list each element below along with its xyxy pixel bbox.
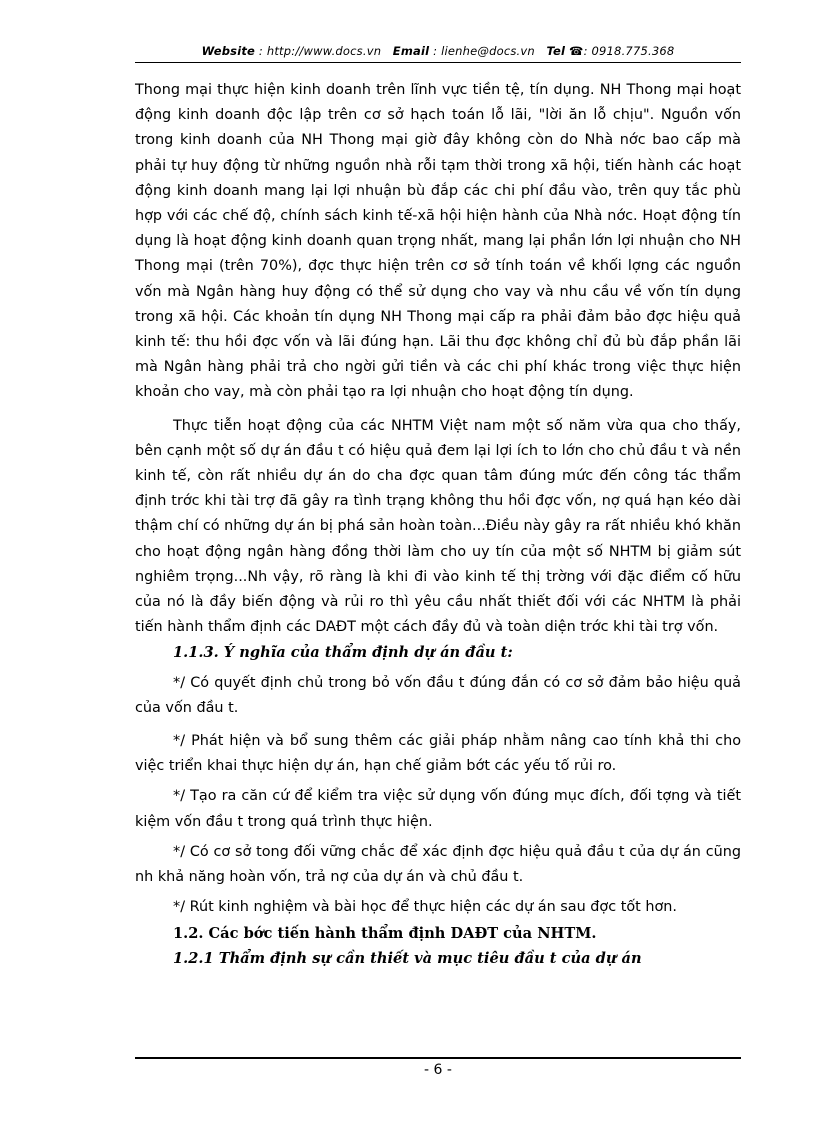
- bullet-1: */ Có quyết định chủ trong bỏ vốn đầu t đúng đắn có cơ sở đảm bảo hiệu quả của vốn đầu t.: [135, 674, 741, 716]
- section-heading-1-1-3: 1.1.3. Ý nghĩa của thẩm định dự án đầu t:: [173, 644, 513, 662]
- bullet-4: */ Có cơ sở tong đối vững chắc để xác định đợc hiệu quả đầu t của dự án cũng nh khả năng hoàn vốn, trả nợ của dự án và chủ đầu t.: [135, 843, 741, 886]
- website-label: Website: [201, 44, 256, 58]
- bullet-5: */ Rút kinh nghiệm và bài học để thực hiện các dự án sau đợc tốt hơn.: [173, 899, 678, 916]
- tel-label: Tel: [546, 44, 566, 58]
- email-value: : lienhe@docs.vn: [433, 44, 535, 58]
- page-number: - 6 -: [424, 1062, 452, 1078]
- section-heading-1-2-1: 1.2.1 Thẩm định sự cần thiết và mục tiêu đầu t của dự án: [173, 949, 642, 967]
- header-divider: [135, 62, 741, 63]
- bullet-3: */ Tạo ra căn cứ để kiểm tra việc sử dụng vốn đúng mục đích, đối tợng và tiết kiệm vốn đầu t trong quá trình thực hiện.: [135, 788, 741, 830]
- page-header: [135, 44, 741, 58]
- section-heading-1-2: 1.2. Các bớc tiến hành thẩm định DAĐT của NHTM.: [173, 924, 597, 942]
- website-value: : http://www.docs.vn: [258, 44, 382, 58]
- paragraph-1: Thong mại thực hiện kinh doanh trên lĩnh vực tiền tệ, tín dụng. NH Thong mại hoạt động kinh doanh độc lập trên cơ sở hạch toán lỗ lãi, "lời ăn lỗ chịu". Nguồn vốn trong kinh doanh của NH Thong mại giờ đây không còn do Nhà nớc bao cấp mà phải tự huy động từ những nguồn nhà rỗi tạm thời trong xã hội, tiến hành các hoạt động kinh doanh mang lại lợi nhuận bù đắp các chi phí đầu vào, trên quy tắc phù hợp với các chế độ, chính sách kinh tế-xã hội hiện hành của Nhà nớc. Hoạt động tín dụng là hoạt động kinh doanh quan trọng nhất, mang lại phần lớn lợi nhuận cho NH Thong mại (trên 70%), đợc thực hiện trên cơ sở tính toán về khối lợng các nguồn vốn mà Ngân hàng huy động có thể sử dụng cho vay và nhu cầu về vốn tín dụng trong xã hội. Các khoản tín dụng NH Thong mại cấp ra phải đảm bảo đợc hiệu quả kinh tế: thu hồi đợc vốn và lãi đúng hạn. Lãi thu đợc không chỉ đủ bù đắp phần lãi mà Ngân hàng phải trả cho ngời gửi tiền và các chi phí khác trong việc thực hiện khoản cho vay, mà còn phải tạo ra lợi nhuận cho hoạt động tín dụng.: [135, 82, 741, 401]
- page-body: [135, 78, 741, 971]
- bullet-2: */ Phát hiện và bổ sung thêm các giải pháp nhằm nâng cao tính khả thi cho việc triển khai thực hiện dự án, hạn chế giảm bớt các yếu tố rủi ro.: [135, 733, 741, 775]
- footer-divider: [135, 1057, 741, 1059]
- email-label: Email: [392, 44, 430, 58]
- phone-icon: ☎: [569, 44, 584, 58]
- tel-value: : 0918.775.368: [583, 44, 675, 58]
- paragraph-2: Thực tiễn hoạt động của các NHTM Việt nam một số năm vừa qua cho thấy, bên cạnh một số dự án đầu t có hiệu quả đem lại lợi ích to lớn cho chủ đầu t và nền kinh tế, còn rất nhiều dự án do cha đợc quan tâm đúng mức đến công tác thẩm định trớc khi tài trợ đã gây ra tình trạng không thu hồi đợc vốn, nợ quá hạn kéo dài thậm chí có những dự án bị phá sản hoàn toàn...Điều này gây ra rất nhiều khó khăn cho hoạt động ngân hàng đồng thời làm cho uy tín của một số NHTM bị giảm sút nghiêm trọng...Nh vậy, rõ ràng là khi đi vào kinh tế thị trờng với đặc điểm cố hữu của nó là đầy biến động và rủi ro thì yêu cầu nhất thiết đối với các NHTM là phải tiến hành thẩm định các DAĐT một cách đầy đủ và toàn diện trớc khi tài trợ vốn.: [135, 417, 741, 636]
